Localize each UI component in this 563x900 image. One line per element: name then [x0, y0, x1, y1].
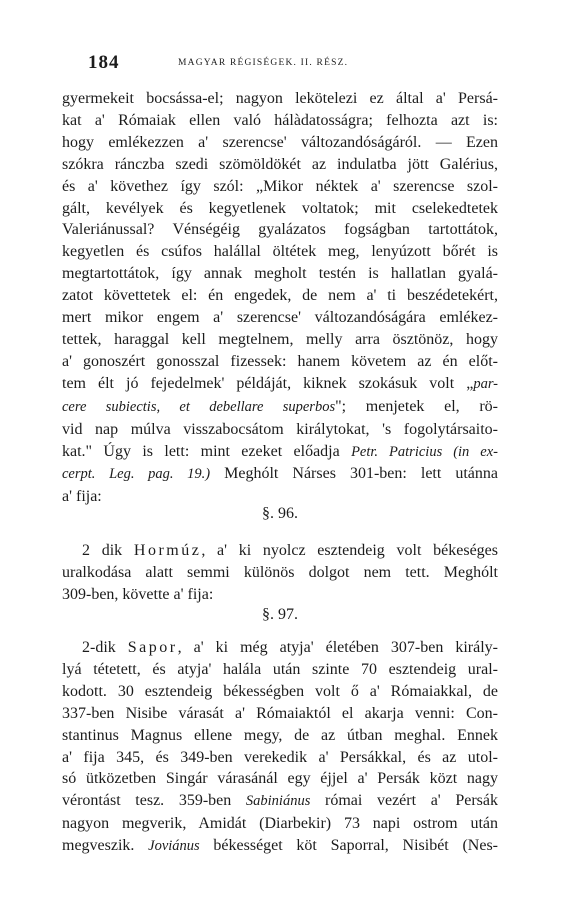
italic-text: Joviánus — [148, 838, 200, 855]
text-segment: megveszik. — [62, 837, 149, 855]
text-line — [62, 285, 498, 307]
text-segment: zatot követtetek el: én engedek, de nem a' ti beszédetekért, — [62, 287, 498, 305]
text-segment: hogy emlékezzen a' szerencse' változandóságáról. — Ezen — [62, 133, 498, 151]
text-line — [62, 419, 498, 441]
text-segment: és a' követhez így szól: „Mikor néktek a' szerencse szol- — [62, 177, 498, 195]
text-segment: kodott. 30 esztendeig békességben volt ő a' Rómaiakkal, de — [62, 682, 498, 700]
text-segment: gyermekeit bocsássa-el; nagyon lekötelezi ez által a' Persá- — [62, 90, 498, 107]
text-segment: , a' ki még atyja' életében 307-ben király- — [177, 639, 498, 656]
text-segment: lyá tétetett, és atyja' halála után szinte 70 esztendeig ural- — [62, 660, 498, 678]
text-line — [62, 351, 498, 373]
text-line — [62, 132, 498, 154]
text-line — [62, 441, 498, 464]
text-line — [62, 813, 498, 835]
text-segment: a' fija: — [62, 488, 102, 506]
text-line — [62, 396, 498, 419]
text-line — [62, 373, 498, 396]
text-segment: , a' ki nyolcz esztendeig volt békeséges — [201, 542, 498, 559]
text-segment: kat a' Rómaiak ellen való hálàdatosságra; felhozta azt is: — [62, 111, 498, 129]
text-line — [62, 329, 498, 351]
text-segment: tettek, haraggal kell megtelnem, melly arra ösztönöz, hogy — [62, 330, 498, 348]
text-line — [62, 263, 498, 285]
text-line — [62, 637, 498, 659]
text-line — [62, 790, 498, 813]
paragraph-continuation — [62, 88, 498, 508]
text-segment: 309-ben, követte a' fija: — [62, 585, 214, 603]
text-segment: vid nap múlva visszabocsátom királytokat, 's fogolytársaito- — [62, 420, 498, 438]
paragraph-section-97 — [62, 637, 498, 858]
italic-text: Sabiniánus — [245, 793, 311, 810]
spaced-name: Sapor — [127, 639, 178, 656]
text-line — [62, 88, 498, 110]
text-segment: mert mikor engem a' szerencse' változandóságára emlékez- — [62, 309, 498, 327]
text-segment: vérontást tesz. 359-ben — [62, 792, 246, 810]
text-segment: uralkodása alatt semmi különös dolgot nem tett. Meghólt — [62, 563, 498, 581]
text-line — [62, 703, 498, 725]
italic-text: cere subiectis, et debellare superbos — [62, 398, 336, 415]
text-line — [62, 768, 498, 790]
text-segment: szókra ránczba szedi szömöldökét az indulatba jött Galérius, — [62, 155, 498, 173]
page-number: 184 — [88, 52, 120, 73]
text-segment: római vezért a' Persák — [310, 792, 498, 810]
section-heading-96: §. 96. — [262, 505, 298, 522]
text-segment: kat." Úgy is lett: mint ezeket előadja — [62, 442, 352, 460]
text-line — [62, 154, 498, 176]
text-line — [62, 307, 498, 329]
text-segment: "; menjetek el, rö- — [335, 397, 498, 415]
text-segment: 337-ben Nisibe várasát a' Rómaiaktól el akarja venni: Con- — [62, 704, 498, 722]
text-segment: Valeriánussal? Vénségéig gyalázatos fogságban tartottátok, — [62, 221, 498, 239]
text-line — [62, 681, 498, 703]
spaced-name: Hormúz — [133, 542, 202, 559]
text-segment: a' fija 345, és 349-ben verekedik a' Persákkal, és az utol- — [62, 748, 498, 766]
text-line — [62, 241, 498, 263]
text-segment: tem élt jó fejedelmek' példáját, kiknek szokásuk volt „ — [62, 374, 474, 392]
section-heading-97: §. 97. — [262, 606, 298, 623]
text-segment: stantinus Magnus ellene megy, de az útban meghal. Ennek — [62, 726, 498, 744]
text-line — [62, 562, 498, 584]
text-line — [62, 176, 498, 198]
text-segment: só ütközetben Singár várasánál egy éjjel a' Persák közt nagy — [62, 770, 498, 788]
page-header — [60, 52, 500, 72]
running-head: MAGYAR RÉGISÉGEK. II. RÉSZ. — [178, 58, 349, 68]
text-segment: megtartottátok, így annak megholt testén is hallatlan gyalá- — [62, 265, 498, 283]
text-segment: békességet köt Saporral, Nisibét (Nes- — [199, 837, 498, 855]
text-segment: 2 dik — [82, 542, 134, 559]
italic-text: Petr. Patricius (in ex- — [351, 443, 498, 460]
text-segment: gált, kevélyek és kegyetlenek voltatok; mit cselekedtetek — [62, 199, 498, 217]
text-line — [62, 110, 498, 132]
text-line — [62, 540, 498, 562]
text-segment: kegyetlen és csúfos halállal öltétek meg, lenyúzott bőrét is — [62, 243, 498, 261]
italic-text: cerpt. Leg. pag. 19.) — [62, 466, 211, 483]
paragraph-section-96 — [62, 540, 498, 606]
text-line — [62, 198, 498, 220]
text-segment: a' gonoszért gonosszal fizessek: hanem követem az én előt- — [62, 352, 498, 370]
text-line — [62, 747, 498, 769]
text-line — [62, 584, 498, 606]
text-segment: Meghólt Nárses 301-ben: lett utánna — [210, 465, 498, 483]
text-line — [62, 835, 498, 858]
text-line — [62, 219, 498, 241]
text-line — [62, 463, 498, 486]
italic-text: par- — [473, 375, 498, 392]
text-line — [62, 725, 498, 747]
text-segment: nagyon megverik, Amidát (Diarbekir) 73 napi ostrom után — [62, 815, 498, 833]
text-line — [62, 659, 498, 681]
text-segment: 2-dik — [82, 639, 128, 656]
